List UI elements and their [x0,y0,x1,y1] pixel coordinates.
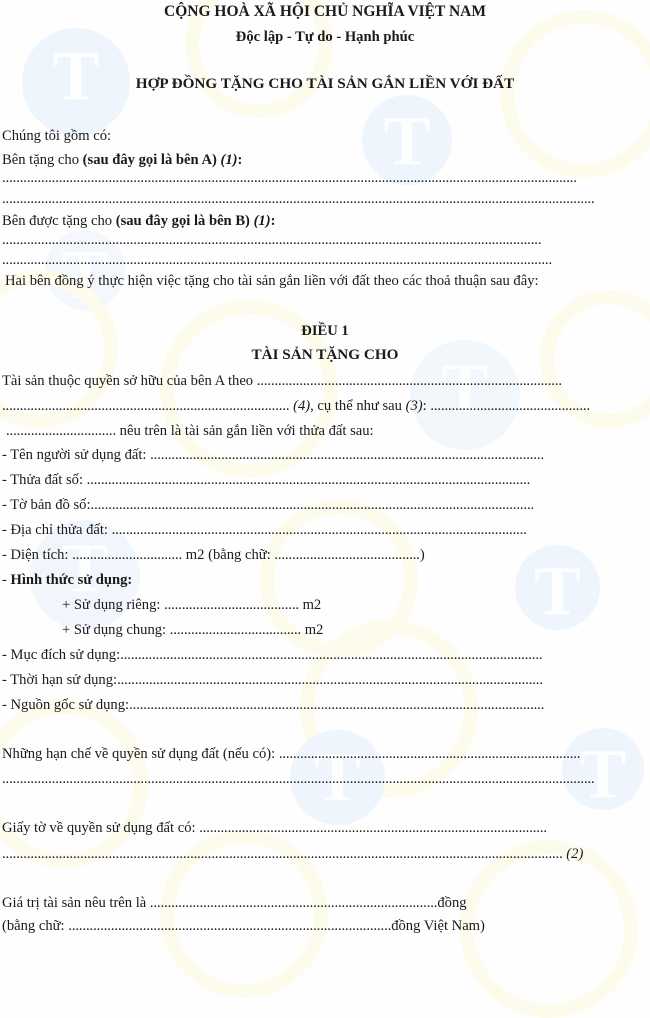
restrictions-label: Những hạn chế về quyền sử dụng đất (nếu có): [2,746,279,762]
area-close: ) [419,547,425,563]
area-number-field[interactable]: ............................... [72,547,183,563]
land-user-label: - Tên người sử dụng đất: [2,447,151,463]
duration-label: - Thời hạn sử dụng: [2,672,118,688]
map-sheet-line [2,496,534,514]
origin-field[interactable]: ..................................................................................................................... [129,697,545,713]
area-label: - Diện tích: [2,547,73,563]
usage-form-dash: - [2,572,11,588]
ownership-line [2,372,562,390]
ownership-label: Tài sản thuộc quyền sở hữu của bên A theo [2,373,257,389]
documents-field-cont[interactable]: .............................................................................................................................................................. [2,846,563,862]
party-b-heading [2,212,275,230]
watermark-ring-icon [460,840,638,1018]
party-b-field-1[interactable]: ........................................................................................................................................................ [2,232,542,248]
contract-title: HỢP ĐỒNG TẶNG CHO TÀI SẢN GẮN LIỀN VỚI ĐẤT [135,75,515,92]
parties-intro: Chúng tôi gồm có: [2,128,112,144]
purpose-field[interactable]: ....................................................................................................................... [120,647,543,663]
value-words-suffix: đồng Việt Nam) [391,918,485,934]
map-sheet-label: - Tờ bản đồ số: [2,497,91,513]
restrictions-field[interactable]: ..................................................................................... [278,746,581,762]
documents-label: Giấy tờ về quyền sử dụng đất có: [2,820,200,836]
purpose-line [2,646,542,664]
documents-cont-line [2,845,583,863]
parcel-label: - Thửa đất số: [2,472,87,488]
private-use-label: + Sử dụng riêng: [62,597,165,613]
area-words-field[interactable]: ......................................... [274,547,420,563]
party-a-heading [2,151,242,169]
note-4: (4) [293,398,311,414]
party-a-field-2[interactable]: ....................................................................................................................................................................... [2,191,595,207]
shared-use-line [62,621,323,639]
party-a-alias: (sau đây gọi là bên A) [82,152,221,168]
national-motto: Độc lập - Tự do - Hạnh phúc [235,29,415,45]
shared-use-unit: m2 [301,622,324,638]
attached-label: nêu trên là tài sản gắn liền với thửa đất sau: [116,423,374,439]
origin-label: - Nguồn gốc sử dụng: [2,697,130,713]
article-1-title: TÀI SẢN TẶNG CHO [251,346,399,363]
party-b-colon: : [270,213,276,229]
restrictions-field-cont[interactable]: ....................................................................................................................................................................... [2,771,595,787]
asset-name-field[interactable]: ............................... [6,423,117,439]
documents-line [2,819,547,837]
usage-form-label: Hình thức sử dụng: [10,572,133,588]
asset-details-field[interactable]: ............................................. [430,398,590,414]
watermark-logo-icon [515,545,600,630]
value-label: Giá trị tài sản nêu trên là [2,895,150,911]
address-field[interactable]: ..................................................................................................................... [111,522,527,538]
value-line [2,894,467,912]
shared-use-label: + Sử dụng chung: [62,622,170,638]
duration-field[interactable]: ........................................................................................................................ [117,672,543,688]
address-label: - Địa chỉ thửa đất: [2,522,112,538]
address-line [2,521,527,539]
purpose-label: - Mục đích sử dụng: [2,647,121,663]
value-words-field[interactable]: ........................................................................................... [68,918,392,934]
parcel-line [2,471,530,489]
value-field[interactable]: ................................................................................. [149,895,438,911]
national-title: CỘNG HOÀ XÃ HỘI CHỦ NGHĨA VIỆT NAM [164,3,486,20]
parcel-field[interactable]: ............................................................................................................................. [86,472,531,488]
duration-line [2,671,543,689]
restrictions-line [2,745,580,763]
party-b-note: (1) [253,213,271,229]
party-a-note: (1) [220,152,238,168]
shared-use-field[interactable]: ..................................... [169,622,302,638]
party-a-label: Bên tặng cho [2,152,83,168]
private-use-field[interactable]: ...................................... [164,597,299,613]
documents-field[interactable]: .................................................................................................. [199,820,547,836]
value-words-label: (bằng chữ: [2,918,69,934]
note-3: (3) [405,398,423,414]
agreement-statement: Hai bên đồng ý thực hiện việc tặng cho tài sản gắn liền với đất theo các thoả thuận sau đây: [5,273,539,289]
details-colon: : [422,398,431,414]
value-words-line [2,917,485,935]
ownership-basis-field[interactable]: ...................................................................................... [256,373,562,389]
details-label: , cụ thể như sau [310,398,406,414]
article-1-number: ĐIỀU 1 [301,323,349,339]
private-use-line [62,596,321,614]
area-line [2,546,425,564]
note-2: (2) [562,846,584,862]
party-b-alias: (sau đây gọi là bên B) [115,213,254,229]
party-b-field-2[interactable]: ........................................................................................................................................................... [2,252,553,268]
attached-line [6,422,374,440]
ownership-detail-line [2,397,590,415]
ownership-basis-field-cont[interactable]: ................................................................................. [2,398,290,414]
area-unit-label: m2 (bằng chữ: [182,547,275,563]
party-a-field-1[interactable]: .................................................................................................................................................................. [2,170,577,186]
party-a-colon: : [237,152,243,168]
land-user-field[interactable]: ............................................................................................................... [150,447,545,463]
map-sheet-field[interactable]: ............................................................................................................................. [90,497,535,513]
land-user-line [2,446,544,464]
watermark-logo-icon [562,728,644,810]
origin-line [2,696,544,714]
usage-form-heading [2,571,132,589]
private-use-unit: m2 [298,597,322,613]
party-b-label: Bên được tặng cho [2,213,116,229]
value-unit: đồng [437,895,467,911]
